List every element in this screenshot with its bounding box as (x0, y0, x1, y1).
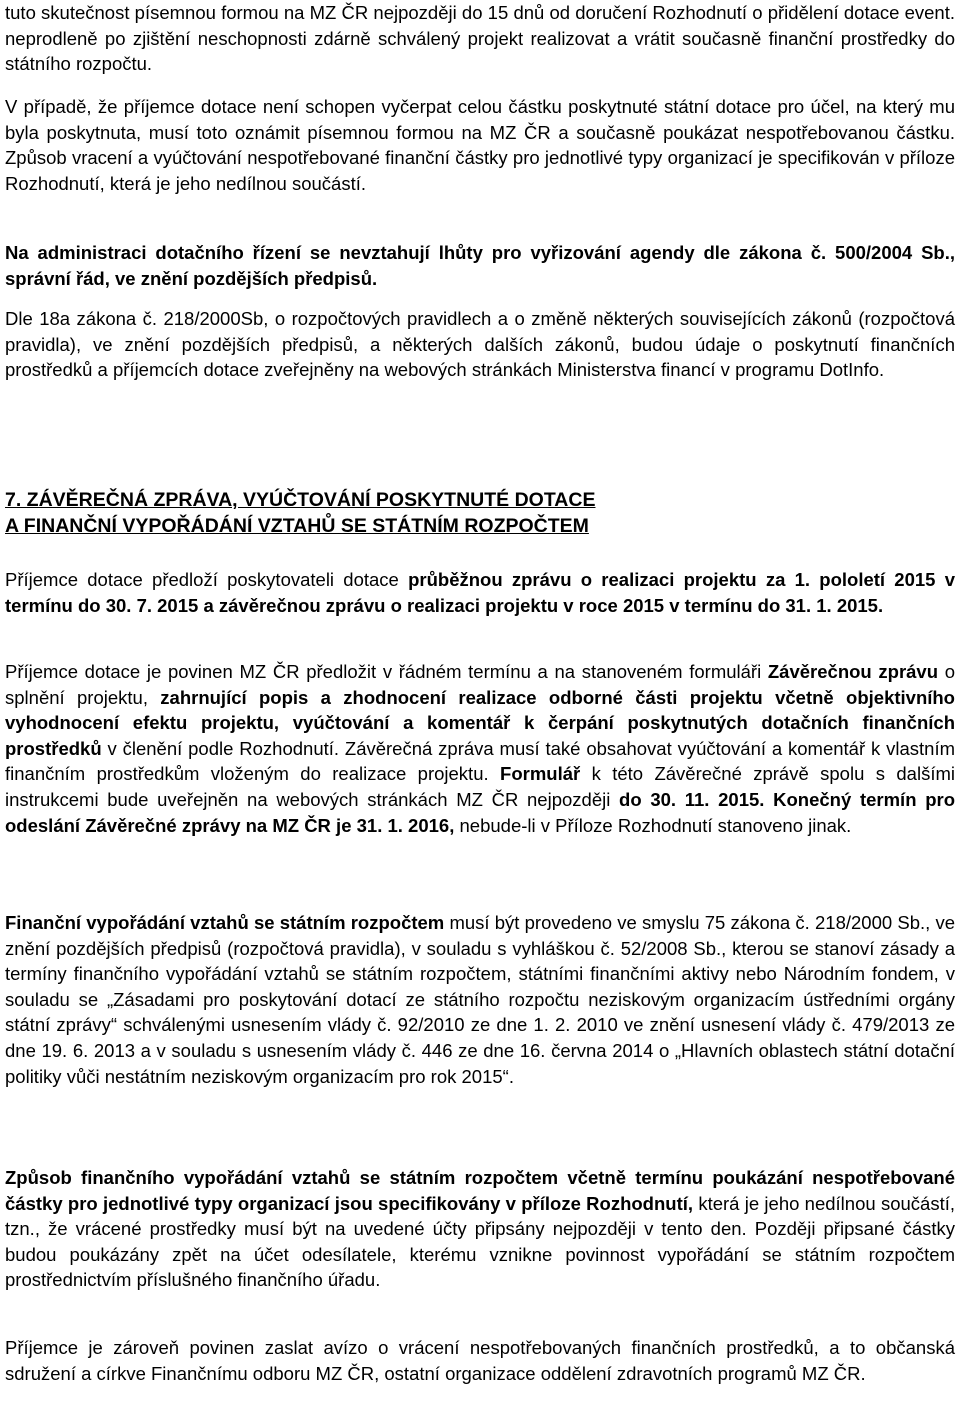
paragraph-dotinfo: Dle 18a zákona č. 218/2000Sb, o rozpočtových pravidlech a o změně některých souvisejících zákonů (rozpočtová pravidla), ve znění pozdějších předpisů, a některých dalších zákonů, budou údaje o poskytnutí finančních prostředků a příjemcích dotace zveřejněny na webových stránkách Ministerstva financí v programu DotInfo. (5, 308, 956, 381)
section-heading-line-2: A FINANČNÍ VYPOŘÁDÁNÍ VZTAHŮ SE STÁTNÍM ROZPOČTEM (5, 515, 589, 537)
paragraph-notice-obligation: Příjemce je zároveň povinen zaslat avízo o vrácení nespotřebovaných finančních prostředků, a to občanská sdružení a církve Finančnímu odboru MZ ČR, ostatní organizace oddělení zdravotních programů MZ ČR. (5, 1337, 955, 1384)
paragraph-unused-funds: V případě, že příjemce dotace není schopen vyčerpat celou částku poskytnuté státní dotace pro účel, na který mu byla poskytnuta, musí toto oznámit písemnou formou na MZ ČR a současně poukázat nespotřebovanou částku. Způsob vracení a vyúčtování nespotřebované finanční částky pro jednotlivé typy organizací je specifikován v příloze Rozhodnutí, která je jeho nedílnou součástí. (5, 96, 955, 194)
paragraph-interim-report: Příjemce dotace předloží poskytovateli dotace průběžnou zprávu o realizaci projektu za 1. pololetí 2015 v termínu do 30. 7. 2015 a závěrečnou zprávu o realizaci projektu v roce 2015 v termínu do 31. 1. 2015. (5, 569, 955, 616)
paragraph-settlement-method: Způsob finančního vypořádání vztahů se státním rozpočtem včetně termínu poukázání nespotřebované částky pro jednotlivé typy organizací jsou specifikovány v příloze Rozhodnutí, která je jeho nedílnou součástí, tzn., že vrácené prostředky musí být na uvedené účty připsány nejpozději v tento den. Později připsané částky budou poukázány zpět na účet odesílatele, kterému vznikne povinnost vypořádání se státním rozpočtem prostřednictvím příslušného finančního úřadu. (5, 1167, 955, 1291)
section-heading (5, 487, 955, 539)
paragraph-final-report: Příjemce dotace je povinen MZ ČR předložit v řádném termínu a na stanoveném formuláři Závěrečnou zprávu o splnění projektu, zahrnující popis a zhodnocení realizace odborné části projektu včetně objektivního vyhodnocení efektu projektu, vyúčtování a komentář k čerpání poskytnutých dotačních finančních prostředků v členění podle Rozhodnutí. Závěrečná zpráva musí také obsahovat vyúčtování a komentář k vlastním finančním prostředkům vloženým do realizace projektu. Formulář k této Závěrečné zprávě spolu s dalšími instrukcemi bude uveřejněn na webových stránkách MZ ČR nejpozději do 30. 11. 2015. Konečný termín pro odeslání Závěrečné zprávy na MZ ČR je 31. 1. 2016, nebude-li v Příloze Rozhodnutí stanoveno jinak. (5, 661, 955, 836)
section-heading-line-1: 7. ZÁVĚREČNÁ ZPRÁVA, VYÚČTOVÁNÍ POSKYTNUTÉ DOTACE (5, 489, 596, 511)
paragraph-administration: Na administraci dotačního řízení se nevztahují lhůty pro vyřizování agendy dle zákona č. 500/2004 Sb., správní řád, ve znění pozdějších předpisů. (5, 242, 955, 289)
paragraph-financial-settlement: Finanční vypořádání vztahů se státním rozpočtem musí být provedeno ve smyslu 75 zákona č. 218/2000 Sb., ve znění pozdějších předpisů (rozpočtová pravidla), v souladu s vyhláškou č. 52/2008 Sb., kterou se stanoví zásady a termíny finančního vypořádání vztahů se státním rozpočtem, státními finančními aktivy nebo Národním fondem, v souladu se „Zásadami pro poskytování dotací ze státního rozpočtu neziskovým organizacím ústředními orgány státní zprávy“ schválenými usnesením vlády č. 92/2010 ze dne 1. 2. 2010 ve znění usnesení vlády č. 479/2013 ze dne 19. 6. 2013 a v souladu s usnesením vlády č. 446 ze dne 16. června 2014 o „Hlavních oblastech státní dotační politiky vůči nestátním neziskovým organizacím pro rok 2015“. (5, 912, 956, 1087)
paragraph-notification: tuto skutečnost písemnou formou na MZ ČR nejpozději do 15 dnů od doručení Rozhodnutí o přidělení dotace event. neprodleně po zjištění neschopnosti zdárně schválený projekt realizovat a vrátit současně finanční prostředky do státního rozpočtu. (5, 2, 955, 75)
